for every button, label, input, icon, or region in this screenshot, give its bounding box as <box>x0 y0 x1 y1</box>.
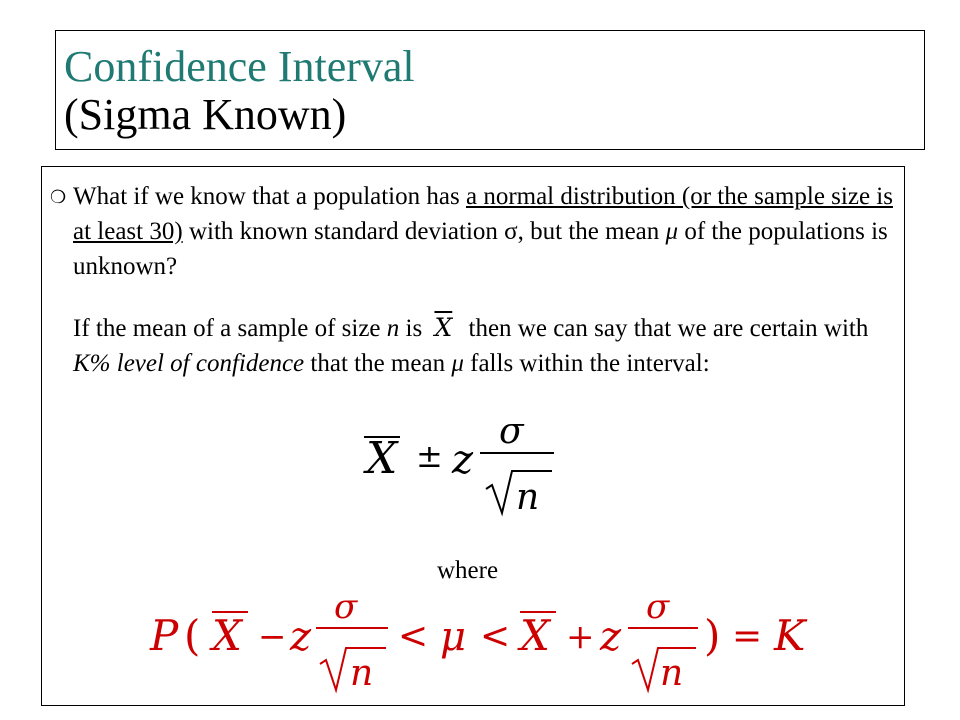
para1-mu-symbol: μ <box>665 218 679 245</box>
formula2-n2: n <box>660 653 684 694</box>
para2-text-3: then we can say that we are certain with <box>462 315 869 342</box>
formula2-less-than-1: < <box>398 616 429 657</box>
formula2-x2: X <box>520 611 550 660</box>
para1-text-2: with known standard deviation σ, but the mean <box>182 218 666 245</box>
formula2-sigma1: σ <box>334 592 358 627</box>
slide-title: Confidence Interval <box>64 42 415 91</box>
formula2-less-than-2: < <box>480 616 511 657</box>
probability-formula <box>142 592 822 697</box>
formula2-x1: X <box>212 611 242 660</box>
formula2-z1: z <box>290 614 312 660</box>
formula1-n: n <box>516 477 540 518</box>
para2-text-2: is <box>399 315 429 342</box>
interval-formula <box>356 419 566 519</box>
formula1-sigma: σ <box>499 419 524 452</box>
formula1-plus-minus: ± <box>416 437 443 475</box>
para1-underlined-condition: a normal distribution (or the sample size is at least 30) <box>73 183 893 245</box>
para2-confidence-level: K% level of confidence <box>73 350 305 377</box>
para1-text-3: of the populations is unknown? <box>73 218 888 280</box>
formula2-z2: z <box>600 614 622 660</box>
formula2-plus: + <box>566 617 595 657</box>
para1-text-1: What if we know that a population has <box>73 183 466 210</box>
formula2-mu: μ <box>440 614 466 660</box>
para2-n-symbol: n <box>386 315 400 342</box>
formula2-left-paren: ( <box>184 611 201 660</box>
formula1-x: X <box>366 433 398 484</box>
para2-text-1: If the mean of a sample of size <box>73 315 387 342</box>
formula2-minus: − <box>258 617 287 657</box>
formula2-right-paren: ) <box>704 611 721 660</box>
formula2-equals: = <box>732 616 763 657</box>
para2-text-5: falls within the interval: <box>463 350 710 377</box>
formula2-sigma2: σ <box>646 592 670 627</box>
para2-text-4: that the mean <box>304 350 452 377</box>
formula2-p: P <box>150 611 179 660</box>
interval-paragraph <box>73 310 893 381</box>
formula2-k: K <box>774 611 806 660</box>
para2-xbar-symbol: $\overline{X}$ <box>434 313 453 342</box>
content-box <box>41 166 905 706</box>
slide-subtitle: (Sigma Known) <box>64 90 347 139</box>
bullet-icon: ❍ <box>50 187 67 207</box>
formula1-z: z <box>452 437 474 483</box>
where-label: where <box>437 557 499 584</box>
para2-mu-symbol: μ <box>451 350 464 377</box>
title-box <box>55 30 925 150</box>
formula2-n1: n <box>350 653 374 694</box>
question-paragraph <box>73 179 893 284</box>
